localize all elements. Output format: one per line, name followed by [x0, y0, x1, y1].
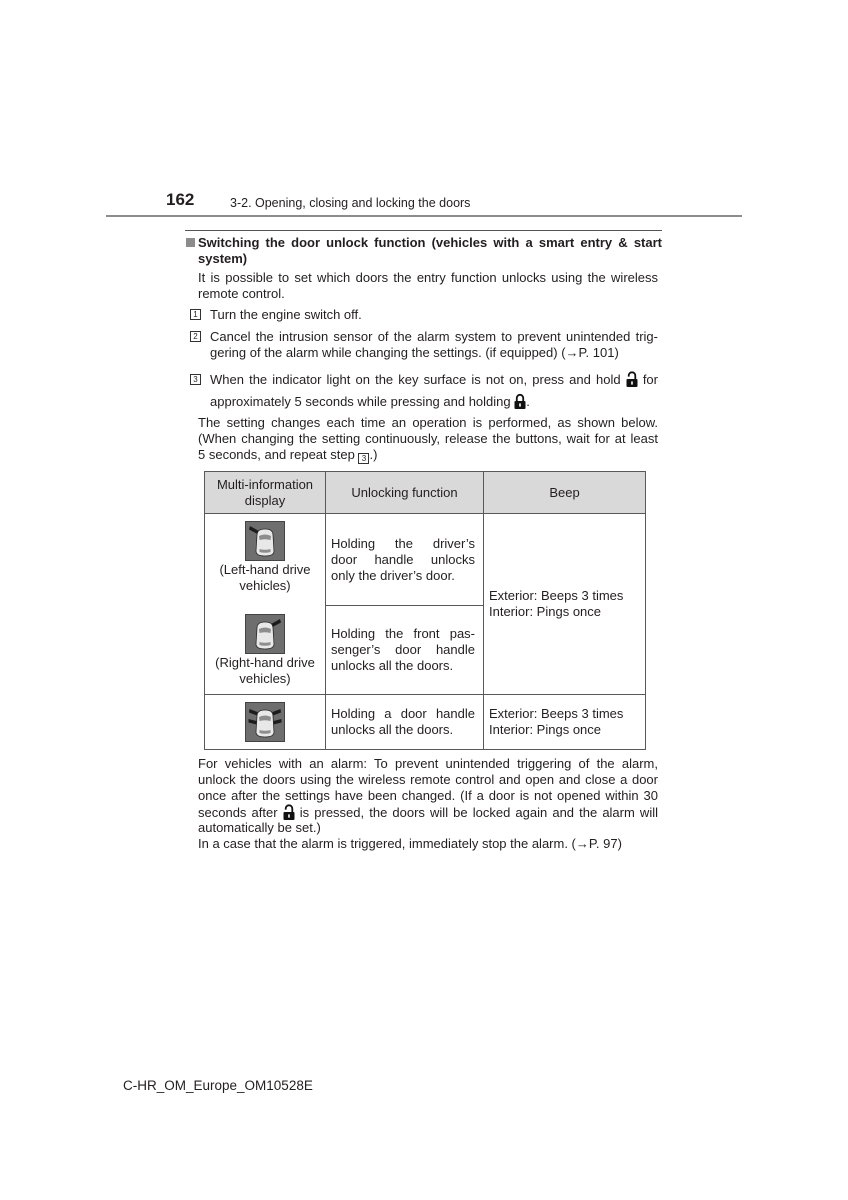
header-rule [106, 215, 742, 217]
setting-note [198, 415, 658, 463]
section-heading [198, 235, 662, 267]
unlock-icon [626, 371, 638, 387]
function-line: senger’s door handle [331, 642, 475, 657]
display-cell [205, 514, 326, 695]
step-text [210, 369, 658, 413]
step-number-box: 1 [190, 309, 201, 320]
alarm-note-text: is pressed, the doors will be locked again and the alarm will [299, 805, 658, 820]
step-line: Turn the engine switch off. [210, 307, 362, 322]
beep-line: Interior: Pings once [489, 604, 602, 619]
function-line: Holding the front pas- [331, 626, 475, 641]
step-line: gering of the alarm while changing the settings. (if equipped) (→P. 101) [210, 345, 619, 360]
display-label-line: vehicles) [239, 578, 291, 593]
right-hand-drive-door-icon [245, 614, 285, 654]
function-line: only the driver’s door. [331, 567, 455, 583]
lock-icon [514, 393, 526, 409]
display-cell [205, 695, 326, 750]
alarm-note-line [198, 804, 658, 820]
table-row [205, 695, 646, 750]
alarm-note-line: automatically be set.) [198, 820, 321, 835]
note-line-text: 5 seconds, and repeat step [198, 447, 355, 462]
function-line: Holding a door handle [331, 706, 475, 721]
note-line [198, 447, 658, 463]
step-line-text: . [526, 394, 530, 409]
function-line: unlocks all the doors. [331, 658, 454, 673]
column-header-unlocking-function: Unlocking function [326, 472, 484, 514]
alarm-note [198, 756, 658, 852]
step-number-box: 3 [190, 374, 201, 385]
note-line: (When changing the setting continuously, release the buttons, wait for at least [198, 431, 658, 446]
step-line-text: When the indicator light on the key surface is not on, press and hold [210, 372, 621, 387]
left-hand-drive-display [207, 521, 323, 594]
note-line: The setting changes each time an operation is performed, as shown below. [198, 415, 658, 430]
column-header-beep: Beep [484, 472, 646, 514]
section-rule [185, 230, 662, 231]
page-number: 162 [166, 190, 195, 209]
unlock-icon [283, 804, 295, 820]
step-line [210, 391, 658, 413]
step-line-text: approximately 5 seconds while pressing and holding [210, 394, 511, 409]
heading-line: system) [198, 251, 248, 266]
alarm-note-line: once after the settings have been changed. (If a door is not opened within 30 [198, 788, 658, 803]
heading-line: Switching the door unlock function (vehicles with a smart entry & start [198, 235, 662, 250]
intro-paragraph [198, 270, 658, 302]
section-title: 3-2. Opening, closing and locking the doors [230, 196, 471, 210]
left-hand-drive-door-icon [245, 521, 285, 561]
step-line [210, 369, 658, 391]
display-label-line: vehicles) [239, 671, 291, 686]
alarm-note-line: For vehicles with an alarm: To prevent unintended triggering of the alarm, [198, 756, 658, 771]
column-header-display: Multi-information display [205, 472, 326, 514]
function-line: door handle unlocks [331, 551, 475, 567]
beep-line: Exterior: Beeps 3 times [489, 706, 624, 721]
table-row [205, 514, 646, 606]
function-line: unlocks all the doors. [331, 722, 454, 737]
unlocking-function-cell [326, 514, 484, 606]
step-line: Cancel the intrusion sensor of the alarm system to prevent unintended trig- [210, 329, 658, 344]
alarm-note-text: seconds after [198, 805, 278, 820]
intro-line: remote control. [198, 286, 285, 301]
function-line: Holding the driver’s [331, 535, 475, 551]
beep-line: Exterior: Beeps 3 times [489, 588, 624, 603]
alarm-note-line: unlock the doors using the wireless remote control and open and close a door [198, 772, 658, 787]
display-label-line: (Right-hand drive [215, 655, 315, 670]
document-code: C-HR_OM_Europe_OM10528E [123, 1078, 313, 1093]
square-bullet-icon [186, 238, 195, 247]
display-label-line: (Left-hand drive [219, 562, 311, 577]
door-unlock-settings-table [204, 471, 646, 750]
unlocking-function-cell [326, 695, 484, 750]
step-number-box: 2 [190, 331, 201, 342]
alarm-stop-line: In a case that the alarm is triggered, immediately stop the alarm. (→P. 97) [198, 836, 622, 851]
right-hand-drive-display [207, 614, 323, 687]
beep-cell [484, 514, 646, 695]
step-line-text: for [642, 372, 658, 387]
all-doors-icon [245, 702, 285, 742]
unlocking-function-cell [326, 606, 484, 695]
table-header-row [205, 472, 646, 514]
note-line-text: .) [369, 447, 378, 462]
beep-line: Interior: Pings once [489, 722, 602, 737]
intro-line: It is possible to set which doors the entry function unlocks using the wireless [198, 270, 658, 285]
beep-cell [484, 695, 646, 750]
step-text [210, 329, 658, 361]
step-text [210, 307, 658, 323]
step-reference-box: 3 [358, 453, 369, 464]
